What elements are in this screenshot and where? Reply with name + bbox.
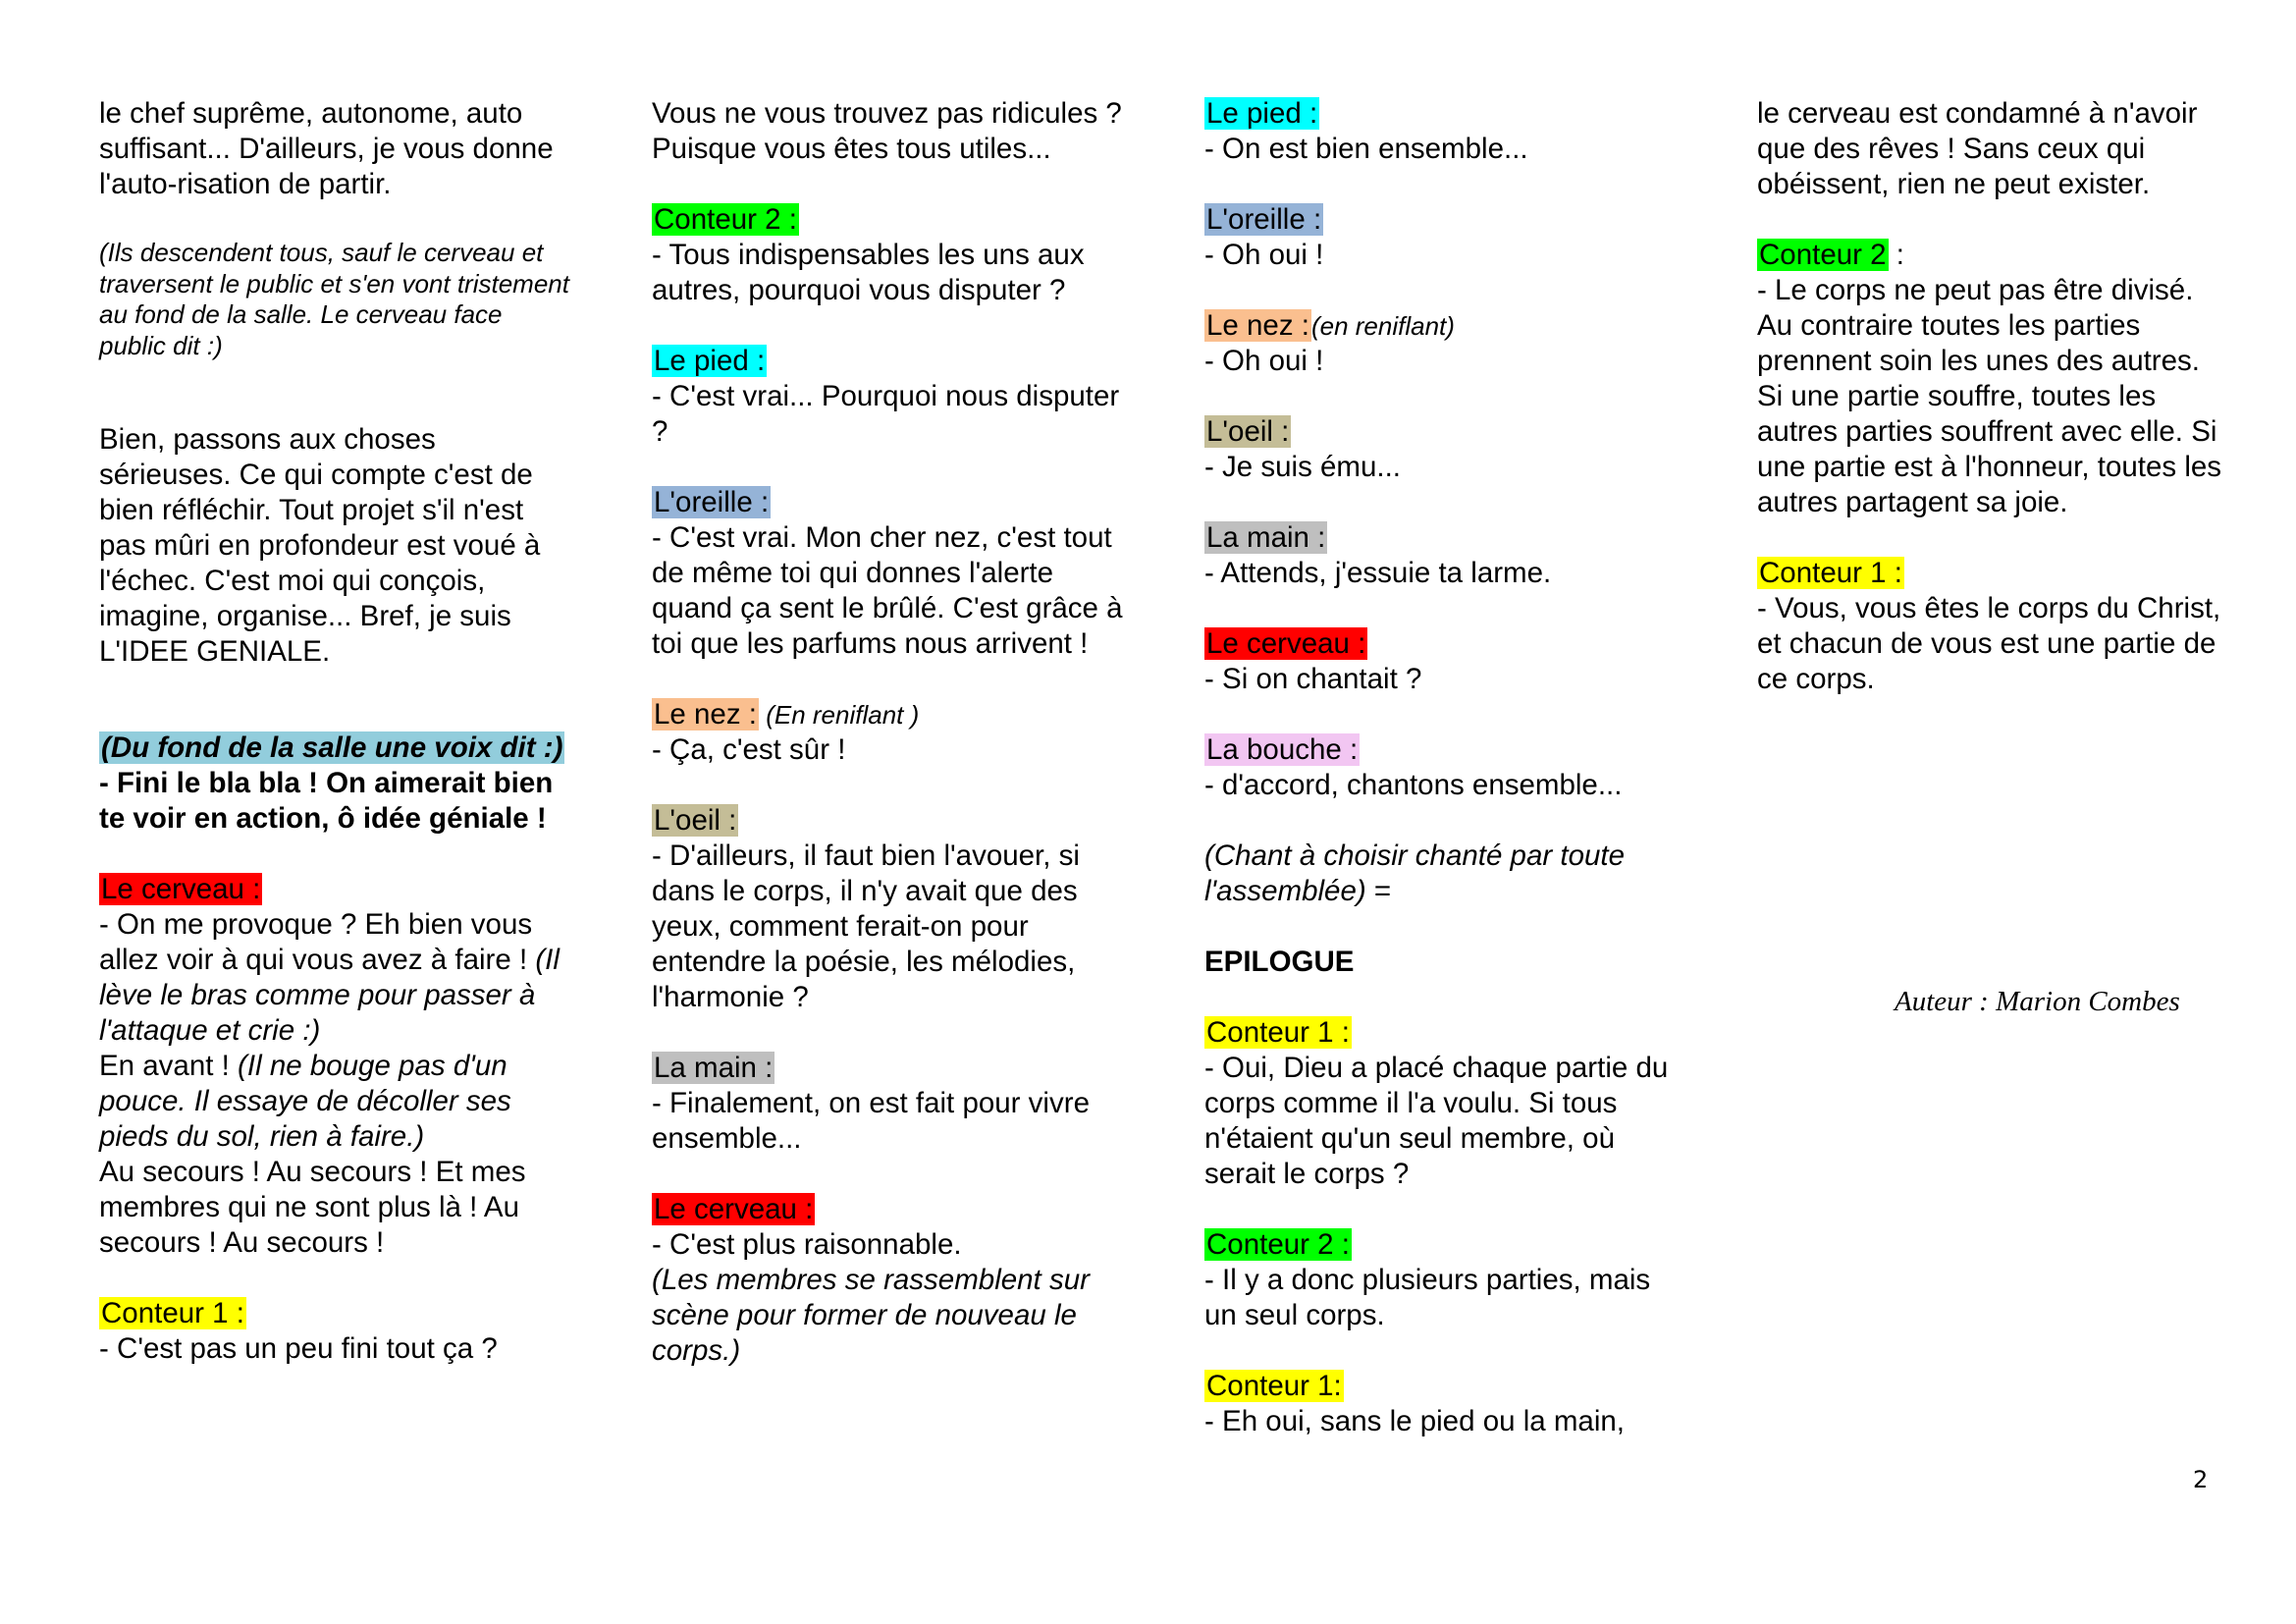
dialogue-line: - On me provoque ? Eh bien vous allez voir à qui vous avez à faire ! xyxy=(99,908,536,976)
speaker-label: Conteur 2 xyxy=(1759,239,1887,271)
speaker-label: Conteur 1 : xyxy=(1206,1016,1350,1049)
speaker-label: La main : xyxy=(654,1052,774,1084)
bouche-block xyxy=(1204,732,1676,803)
dialogue-line: - Fini le bla bla ! On aimerait bien te voir en action, ô idée géniale ! xyxy=(99,767,554,835)
main-block xyxy=(1204,520,1676,591)
speaker-label: Conteur 2 : xyxy=(654,203,797,236)
paragraph: Bien, passons aux choses sérieuses. Ce qui compte c'est de bien réfléchir. Tout projet s'il n'est pas mûri en profondeur est voué à l'échec. C'est moi qui conçois, imagine, organise... Bref, je suis L'IDEE GENIALE. xyxy=(99,423,541,668)
pied-block xyxy=(1204,96,1676,167)
equals-sign: = xyxy=(1365,875,1392,907)
speaker-label: Le nez : xyxy=(1206,309,1309,342)
dialogue-line: - Ça, c'est sûr ! xyxy=(652,733,846,766)
speaker-label: Le cerveau : xyxy=(101,873,261,905)
speaker-label: Le pied : xyxy=(1206,97,1318,130)
chant-block xyxy=(1204,839,1676,909)
speaker-label: Le nez : xyxy=(654,698,757,731)
dialogue-line: Au secours ! Au secours ! Et mes membres qui ne sont plus là ! Au secours ! Au secours ! xyxy=(99,1156,526,1259)
speaker-label: Le cerveau : xyxy=(654,1193,814,1225)
conteur2-block xyxy=(1757,238,2228,520)
dialogue-line: - Le corps ne peut pas être divisé. Au contraire toutes les parties prennent soin les unes des autres. Si une partie souffre, toutes les autres parties souffrent avec elle. Si une partie est à l'honneur, toutes les autres partagent sa joie. xyxy=(1757,274,2222,518)
paragraph: Vous ne vous trouvez pas ridicules ? Puisque vous êtes tous utiles... xyxy=(652,97,1122,165)
stage-direction: (Chant à choisir chanté par toute l'assemblée) xyxy=(1204,839,1625,907)
dialogue-line: - Eh oui, sans le pied ou la main, xyxy=(1204,1405,1625,1437)
stage-direction: (En reniflant ) xyxy=(758,700,920,730)
dialogue-line: - On est bien ensemble... xyxy=(1204,133,1528,165)
speaker-label: Le cerveau : xyxy=(1206,627,1366,660)
dialogue-line: - Oh oui ! xyxy=(1204,239,1324,271)
author-credit: Auteur : Marion Combes xyxy=(1895,986,2180,1017)
conteur1b-block xyxy=(1204,1369,1676,1439)
dialogue-line: - Vous, vous êtes le corps du Christ, et chacun de vous est une partie de ce corps. xyxy=(1757,592,2221,695)
oeil-block xyxy=(652,803,1123,1015)
conteur2-block xyxy=(652,202,1123,308)
paragraph: le chef suprême, autonome, auto suffisant... D'ailleurs, je vous donne l'auto-risation de partir. xyxy=(99,97,554,200)
stage-direction: (Ils descendent tous, sauf le cerveau et traversent le public et s'en vont tristement au fond de la salle. Le cerveau face public dit :) xyxy=(99,238,569,360)
pied-block xyxy=(652,344,1123,450)
nez-block xyxy=(1204,308,1676,379)
epilogue-heading: EPILOGUE xyxy=(1204,946,1355,978)
oreille-block xyxy=(1204,202,1676,273)
page-number: 2 xyxy=(2193,1466,2209,1493)
speaker-label: L'oeil : xyxy=(1206,415,1290,448)
conteur1-block xyxy=(99,1296,570,1367)
speaker-label: L'oreille : xyxy=(654,486,770,518)
stage-direction: (Il lève le bras comme pour passer à l'attaque et crie :) xyxy=(99,944,560,1047)
speaker-label: Conteur 1: xyxy=(1206,1370,1342,1402)
dialogue-line: En avant ! xyxy=(99,1050,239,1082)
main-block xyxy=(652,1051,1123,1157)
dialogue-line: - Oh oui ! xyxy=(1204,345,1324,377)
dialogue-line: - C'est vrai... Pourquoi nous disputer ? xyxy=(652,380,1120,448)
dialogue-line: - Tous indispensables les uns aux autres, pourquoi vous disputer ? xyxy=(652,239,1085,306)
conteur1-block xyxy=(1204,1015,1676,1192)
cerveau-block xyxy=(99,872,570,1261)
speaker-label: Conteur 2 : xyxy=(1206,1228,1350,1261)
dialogue-line: - D'ailleurs, il faut bien l'avouer, si dans le corps, il n'y avait que des yeux, comment ferait-on pour entendre la poésie, les mélodies, l'harmonie ? xyxy=(652,839,1080,1013)
voice-block xyxy=(99,731,570,837)
column-3 xyxy=(1204,96,1676,1475)
stage-direction: (Il ne bouge pas d'un pouce. Il essaye de décoller ses pieds du sol, rien à faire.) xyxy=(99,1050,511,1153)
speaker-colon: : xyxy=(1888,239,1904,271)
stage-direction: (en reniflant) xyxy=(1310,311,1455,341)
column-4 xyxy=(1757,96,2228,732)
dialogue-line: - C'est plus raisonnable. xyxy=(652,1228,962,1261)
conteur1-block xyxy=(1757,556,2228,697)
speaker-label: La bouche : xyxy=(1206,733,1359,766)
oreille-block xyxy=(652,485,1123,662)
stage-direction: (Les membres se rassemblent sur scène pour former de nouveau le corps.) xyxy=(652,1264,1090,1367)
speaker-label: Conteur 1 : xyxy=(101,1297,244,1329)
speaker-label: L'oeil : xyxy=(654,804,737,837)
speaker-label: Conteur 1 : xyxy=(1759,557,1902,589)
paragraph: le cerveau est condamné à n'avoir que des rêves ! Sans ceux qui obéissent, rien ne peut exister. xyxy=(1757,97,2198,200)
dialogue-line: - Si on chantait ? xyxy=(1204,663,1422,695)
speaker-label: (Du fond de la salle une voix dit :) xyxy=(101,731,563,764)
dialogue-line: - Je suis ému... xyxy=(1204,451,1402,483)
dialogue-line: - Oui, Dieu a placé chaque partie du corps comme il l'a voulu. Si tous n'étaient qu'un seul membre, où serait le corps ? xyxy=(1204,1052,1669,1190)
dialogue-line: - Finalement, on est fait pour vivre ensemble... xyxy=(652,1087,1090,1155)
nez-block xyxy=(652,697,1123,768)
column-1 xyxy=(99,96,570,1367)
dialogue-line: - Il y a donc plusieurs parties, mais un seul corps. xyxy=(1204,1264,1651,1331)
dialogue-line: - d'accord, chantons ensemble... xyxy=(1204,769,1623,801)
dialogue-line: - C'est vrai. Mon cher nez, c'est tout de même toi qui donnes l'alerte quand ça sent le brûlé. C'est grâce à toi que les parfums nous arrivent ! xyxy=(652,521,1123,660)
speaker-label: La main : xyxy=(1206,521,1326,554)
column-2 xyxy=(652,96,1123,1404)
dialogue-line: - Attends, j'essuie ta larme. xyxy=(1204,557,1552,589)
cerveau-block xyxy=(1204,626,1676,697)
conteur2-block xyxy=(1204,1227,1676,1333)
speaker-label: Le pied : xyxy=(654,345,766,377)
speaker-label: L'oreille : xyxy=(1206,203,1322,236)
oeil-block xyxy=(1204,414,1676,485)
dialogue-line: - C'est pas un peu fini tout ça ? xyxy=(99,1332,498,1365)
cerveau-block xyxy=(652,1192,1123,1369)
